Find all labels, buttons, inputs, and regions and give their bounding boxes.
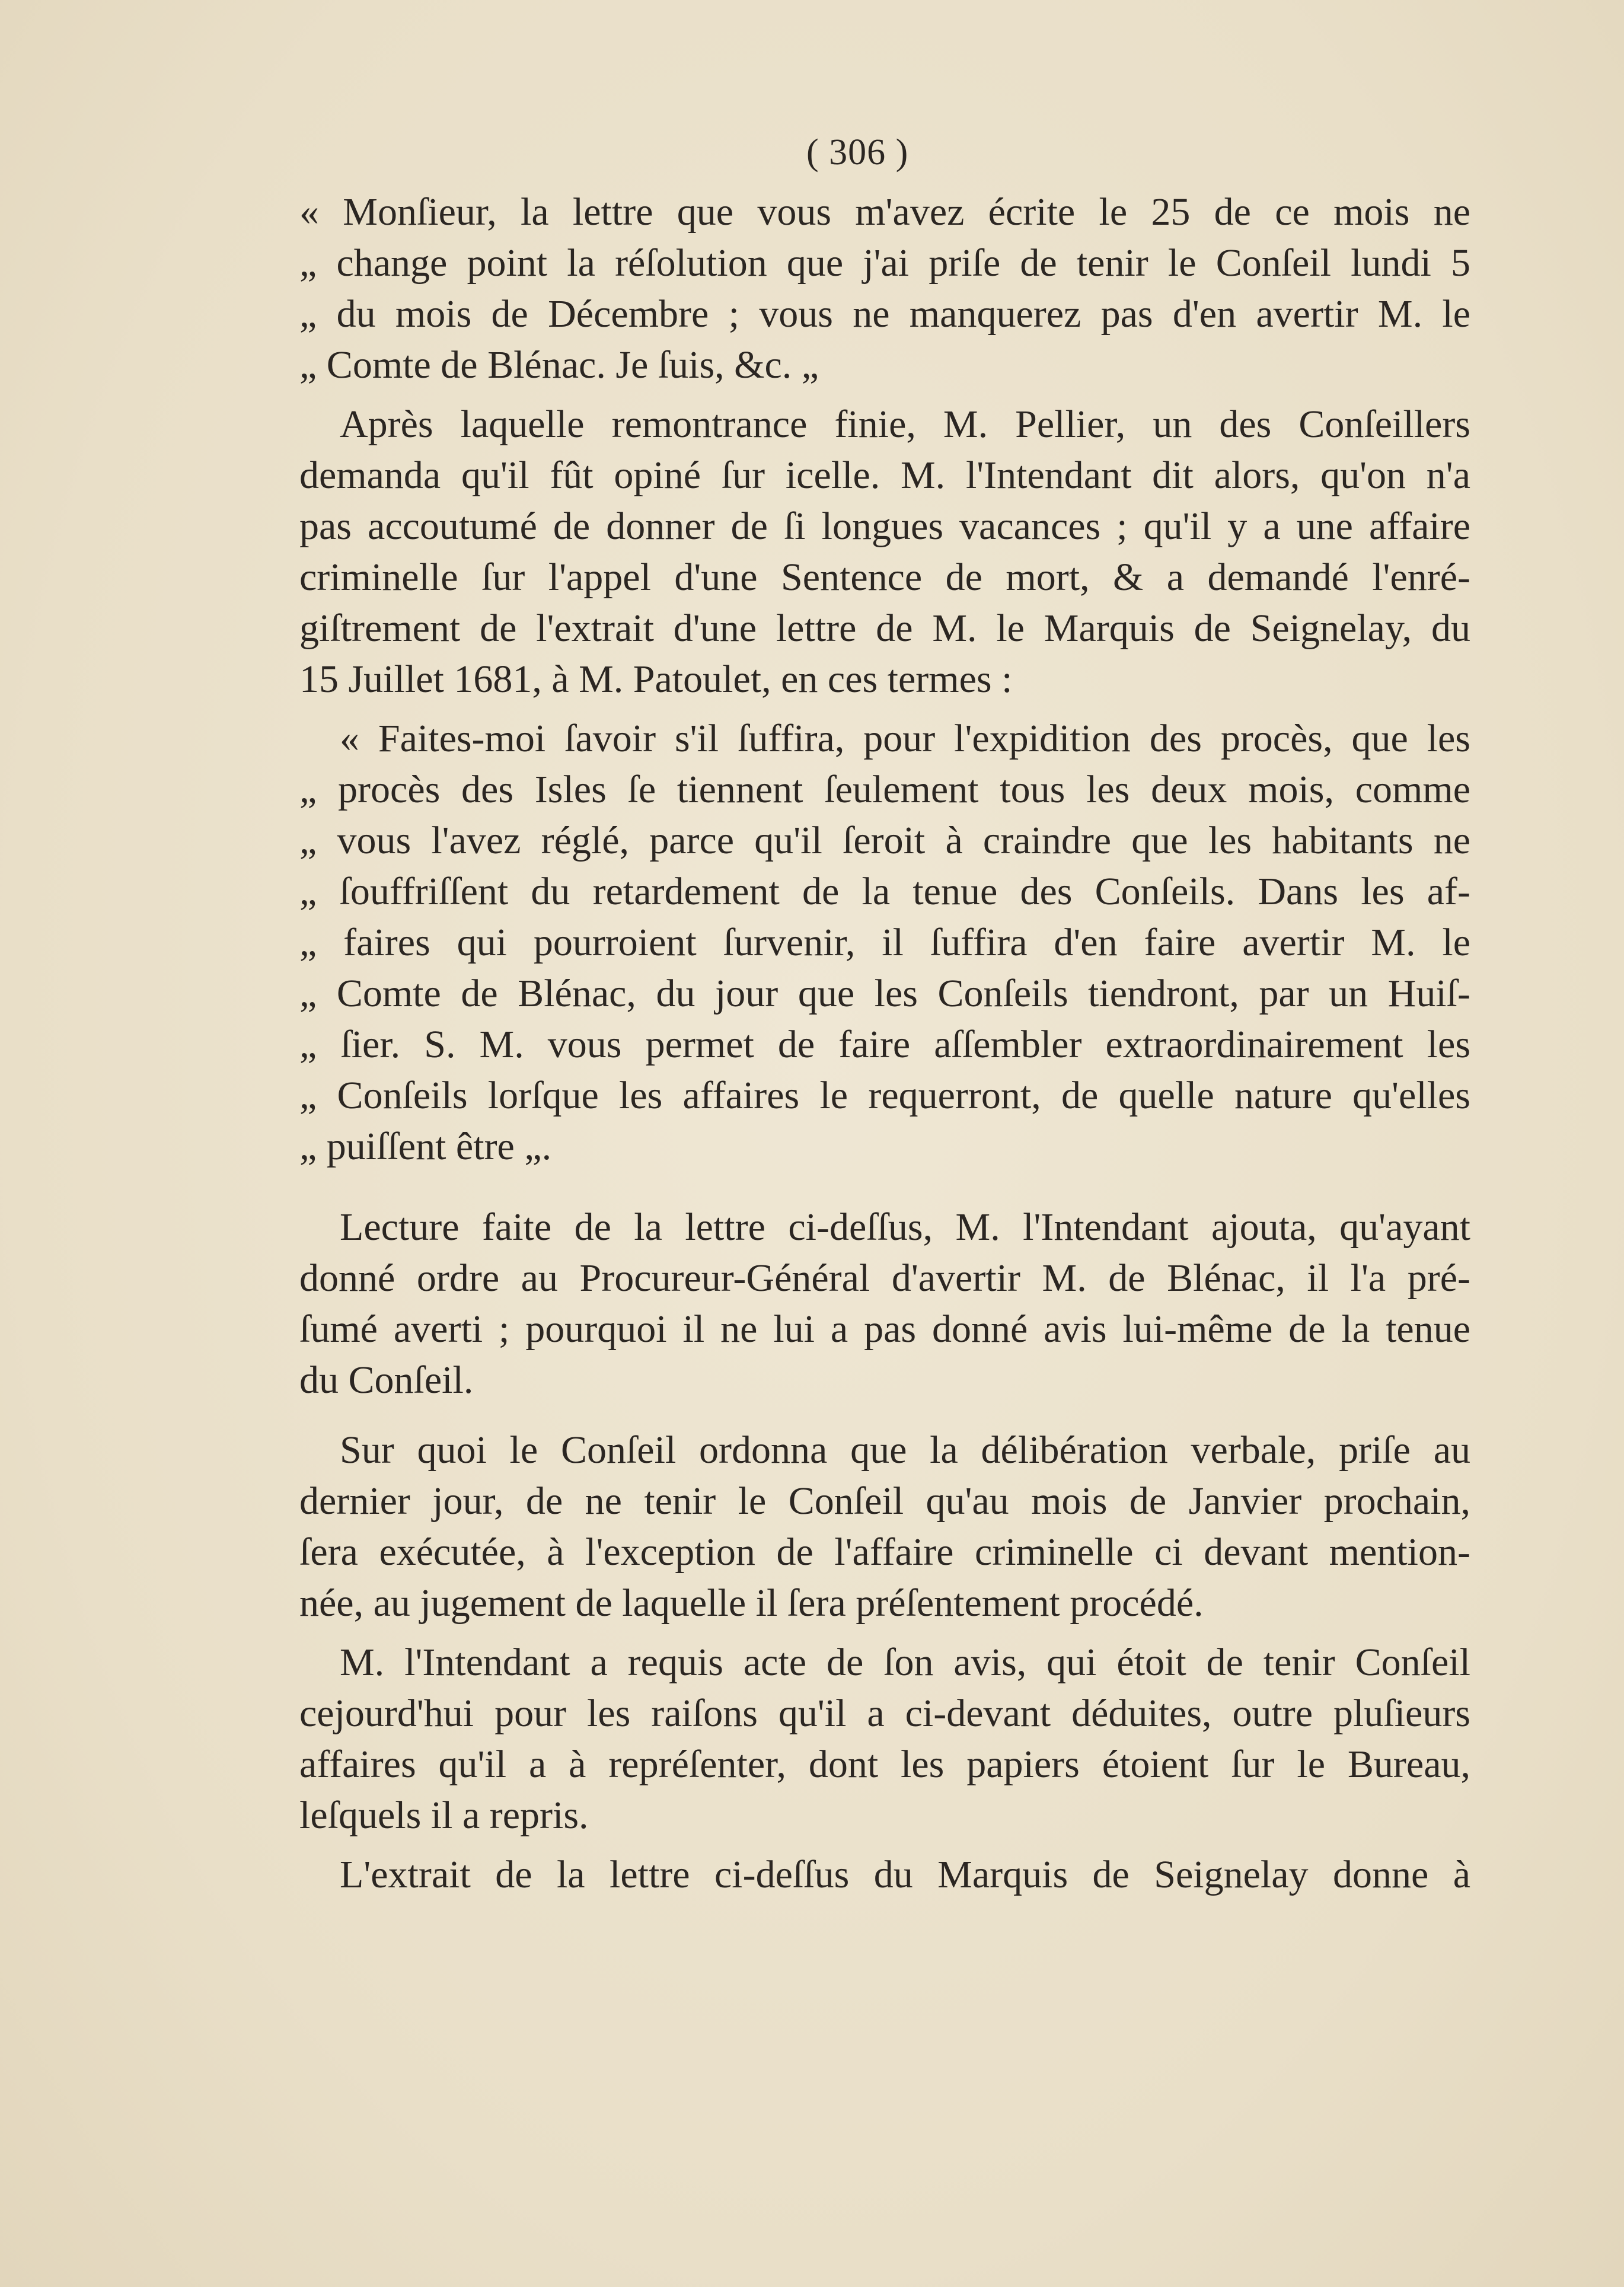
text-line: Sur quoi le Conſeil ordonna que la délibération verbale, priſe au (340, 1428, 1470, 1472)
text-line: née, au jugement de laquelle il ſera préſentement procédé. (299, 1581, 1204, 1625)
text-line: „ change point la réſolution que j'ai priſe de tenir le Conſeil lundi 5 (299, 241, 1470, 285)
text-line: dernier jour, de ne tenir le Conſeil qu'au mois de Janvier prochain, (299, 1479, 1470, 1523)
text-line: „ Comte de Blénac, du jour que les Conſeils tiendront, par un Huiſ- (299, 972, 1470, 1015)
text-line: 15 Juillet 1681, à M. Patoulet, en ces termes : (299, 658, 1013, 701)
text-line: Après laquelle remontrance finie, M. Pellier, un des Conſeillers (340, 403, 1470, 446)
text-line: „ puiſſent être „. (299, 1125, 552, 1168)
text-line: „ du mois de Décembre ; vous ne manquerez pas d'en avertir M. le (299, 292, 1470, 336)
text-line: du Conſeil. (299, 1358, 474, 1402)
text-line: „ ſier. S. M. vous permet de faire aſſembler extraordinairement les (299, 1023, 1470, 1066)
text-line: « Faites-moi ſavoir s'il ſuffira, pour l'expidition des procès, que les (340, 717, 1470, 760)
text-line: cejourd'hui pour les raiſons qu'il a ci-devant déduites, outre pluſieurs (299, 1692, 1470, 1735)
text-line: „ Conſeils lorſque les affaires le requerront, de quelle nature qu'elles (299, 1074, 1470, 1117)
text-line: criminelle ſur l'appel d'une Sentence de mort, & a demandé l'enré- (299, 556, 1470, 599)
text-line: ſera exécutée, à l'exception de l'affaire criminelle ci devant mention- (299, 1530, 1470, 1574)
text-line: „ procès des Isles ſe tiennent ſeulement tous les deux mois, comme (299, 768, 1470, 811)
text-line: „ faires qui pourroient ſurvenir, il ſuffira d'en faire avertir M. le (299, 921, 1470, 964)
text-line: leſquels il a repris. (299, 1794, 589, 1837)
text-line: „ Comte de Blénac. Je ſuis, &c. „ (299, 343, 819, 387)
text-line: „ ſouffriſſent du retardement de la tenue des Conſeils. Dans les af- (299, 870, 1470, 913)
text-line: « Monſieur, la lettre que vous m'avez écrite le 25 de ce mois ne (299, 190, 1470, 234)
text-line: donné ordre au Procureur-Général d'avertir M. de Blénac, il l'a pré- (299, 1256, 1470, 1300)
text-line: pas accoutumé de donner de ſi longues vacances ; qu'il y a une affaire (299, 505, 1470, 548)
text-line: demanda qu'il fût opiné ſur icelle. M. l'Intendant dit alors, qu'on n'a (299, 454, 1470, 497)
text-line: „ vous l'avez réglé, parce qu'il ſeroit à craindre que les habitants ne (299, 819, 1470, 862)
text-line: L'extrait de la lettre ci-deſſus du Marquis de Seignelay donne à (340, 1853, 1470, 1896)
page-number: ( 306 ) (806, 132, 909, 173)
text-line: ſumé averti ; pourquoi il ne lui a pas donné avis lui-même de la tenue (299, 1307, 1470, 1351)
text-line: affaires qu'il a à repréſenter, dont les papiers étoient ſur le Bureau, (299, 1743, 1470, 1786)
text-line: Lecture faite de la lettre ci-deſſus, M. l'Intendant ajouta, qu'ayant (340, 1205, 1470, 1249)
text-line: M. l'Intendant a requis acte de ſon avis, qui étoit de tenir Conſeil (340, 1641, 1470, 1684)
text-line: giſtrement de l'extrait d'une lettre de M. le Marquis de Seignelay, du (299, 607, 1470, 650)
